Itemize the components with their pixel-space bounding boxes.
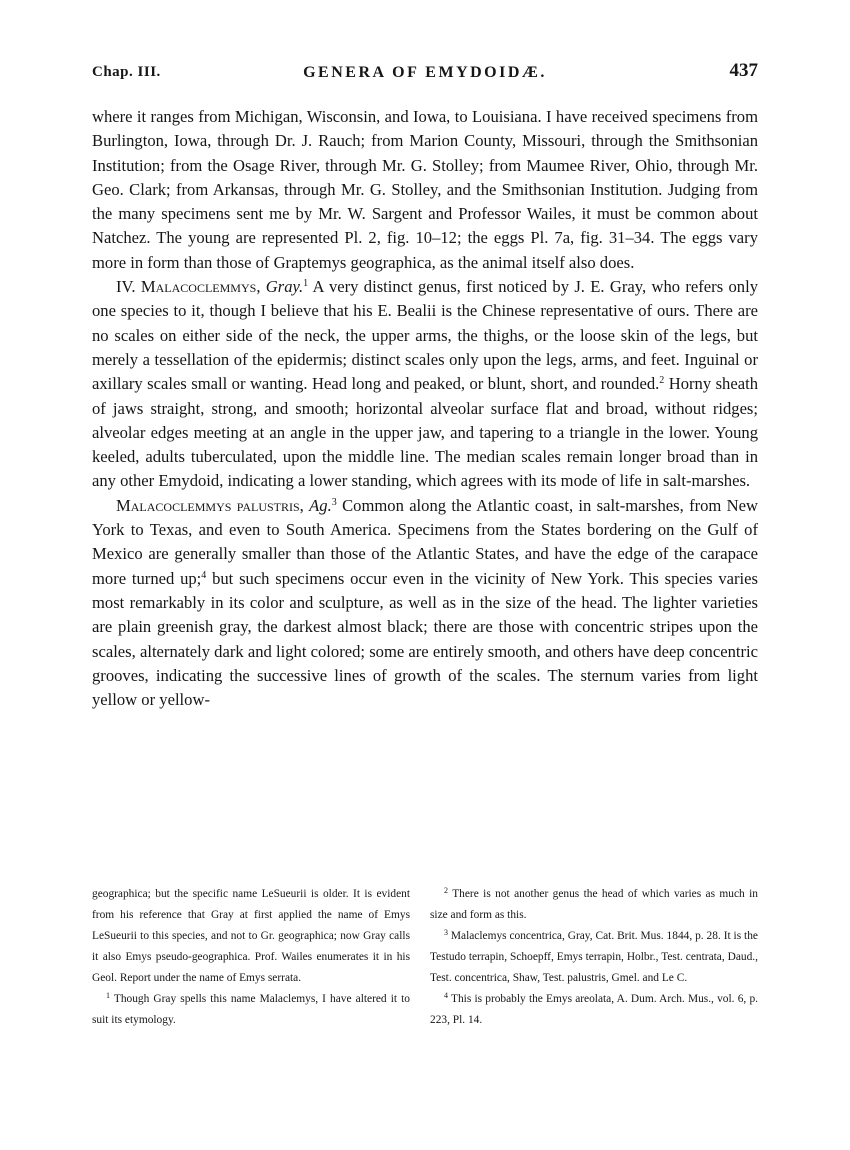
paragraph-continued: where it ranges from Michigan, Wisconsin, and Iowa, to Louisiana. I have received specimens from Burlington, Iowa, through Dr. J. Rauch; from Marion County, Missouri, through the Smithsonian Institution; from the Osage River, through Mr. G. Stolley; from Maumee River, Ohio, through Mr. Geo. Clark; from Arkansas, through Mr. G. Stolley, and the Smithsonian Institution. Judging from the many specimens sent me by Mr. W. Sargent and Professor Wailes, it must be common about Natchez. The young are represented Pl. 2, fig. 10–12; the eggs Pl. 7a, fig. 31–34. The eggs vary more in form than those of Graptemys geographica, as the animal itself also does. [92, 107, 758, 272]
footnote-ref-2: 2 [659, 375, 665, 387]
main-text [92, 105, 758, 712]
page-number: 437 [729, 60, 758, 81]
footnote-3-mark: 3 [444, 928, 448, 937]
genus-numeral: IV. [116, 277, 136, 297]
footnote-4 [430, 989, 758, 1031]
genus-author: Gray. [265, 277, 304, 297]
footnotes-left-column [92, 884, 410, 1031]
footnote-2-mark: 2 [444, 886, 448, 895]
footnote-2 [430, 884, 758, 926]
species-name: Malacoclemmys palustris, [116, 495, 304, 515]
footnote-3 [430, 926, 758, 989]
running-header [92, 58, 758, 88]
footnote-ref-4: 4 [201, 569, 207, 581]
page-title: GENERA OF EMYDOIDÆ. [303, 64, 547, 81]
species-text-b: but such specimens occur even in the vicinity of New York. This species varies most remarkably in its color and sculpture, as well as in the size of the head. The lighter varieties are plain greenish gray, the darkest almost black; there are those with concentric stripes upon the scales, alternately dark and light colored; some are entirely smooth, and others have deep concentric grooves, indicating the successive lines of growth of the scales. The sternum varies from light yellow or yellow- [92, 568, 758, 710]
footnote-4-text: This is probably the Emys areolata, A. Dum. Arch. Mus., vol. 6, p. 223, Pl. 14. [430, 993, 758, 1026]
footnote-1 [92, 989, 410, 1031]
footnote-1-mark: 1 [106, 991, 110, 1000]
footnotes-right-column [430, 884, 758, 1031]
species-text-a: Common along the Atlantic coast, in salt-marshes, from New York to Texas, and even to South America. Specimens from the States bordering on the Gulf of Mexico are generally smaller than those of the Atlantic States, and have the edge of the carapace more turned up; [92, 495, 759, 588]
footnote-continued: geographica; but the specific name LeSueurii is older. It is evident from his reference that Gray at first applied the name of Emys LeSueurii to this species, and not to Gr. geographica; now Gray calls it also Emys pseudo-geographica. Prof. Wailes enumerates it in his Geol. Report under the name of Emys serrata. [92, 888, 410, 984]
species-author: Ag. [309, 495, 332, 515]
genus-name: Malacoclemmys [140, 277, 257, 297]
chapter-label: Chap. III. [92, 64, 161, 80]
genus-text-b: Horny sheath of jaws straight, strong, and smooth; horizontal alveolar surface flat and broad, without ridges; alveolar edges meeting at an angle in the upper jaw, and tapering to a triangle in the lower. Young keeled, adults tuberculated, upon the middle line. The median scales remain longer broad than in any other Emydoid, indicating a lower standing, which agrees with its mode of life in salt-marshes. [92, 374, 758, 491]
footnote-2-text: There is not another genus the head of which varies as much in size and form as this. [430, 888, 758, 921]
paragraph-genus-malacoclemmys: IV. Malacoclemmys, Gray.$^1$ A very distinct genus, first noticed by J. E. Gray, who refers only one species to it, though I believe that his E. Bealii is the Chinese representative of ours. There are no scales on either side of the neck, the upper arms, the thighs, or the loose skin of the legs, but merely a tessellation of the epidermis; distinct scales only upon the legs, arms, and feet. Inguinal or axillary scales small or wanting. Head long and peaked, or blunt, short, and rounded.$^2$ Horny sheath of jaws straight, strong, and smooth; horizontal alveolar surface flat and broad, without ridges; alveolar edges meeting at an angle in the upper jaw, and tapering to a triangle in the lower. Young keeled, adults tuberculated, upon the middle line. The median scales remain longer broad than in any other Emydoid, indicating a lower standing, which agrees with its mode of life in salt-marshes. [92, 277, 758, 491]
footnote-ref-3: 3 [331, 496, 337, 508]
footnote-4-mark: 4 [444, 991, 448, 1000]
footnote-1-text: Though Gray spells this name Malaclemys, I have altered it to suit its etymology. [92, 993, 410, 1026]
footnote-ref-1: 1 [303, 278, 309, 290]
footnote-3-text: Malaclemys concentrica, Gray, Cat. Brit. Mus. 1844, p. 28. It is the Testudo terrapin, Schoepff, Emys terrapin, Holbr., Test. centrata, Daud., Test. concentrica, Shaw, Test. palustris, Gmel. and Le C. [430, 930, 758, 984]
paragraph-species-palustris [92, 494, 758, 713]
genus-text-a: A very distinct genus, first noticed by J. E. Gray, who refers only one species to it, though I believe that his E. Bealii is the Chinese representative of ours. There are no scales on either side of the neck, the upper arms, the thighs, or the loose skin of the legs, but merely a tessellation of the epidermis; distinct scales only upon the legs, arms, and feet. Inguinal or axillary scales small or wanting. Head long and peaked, or blunt, short, and rounded. [92, 277, 758, 394]
